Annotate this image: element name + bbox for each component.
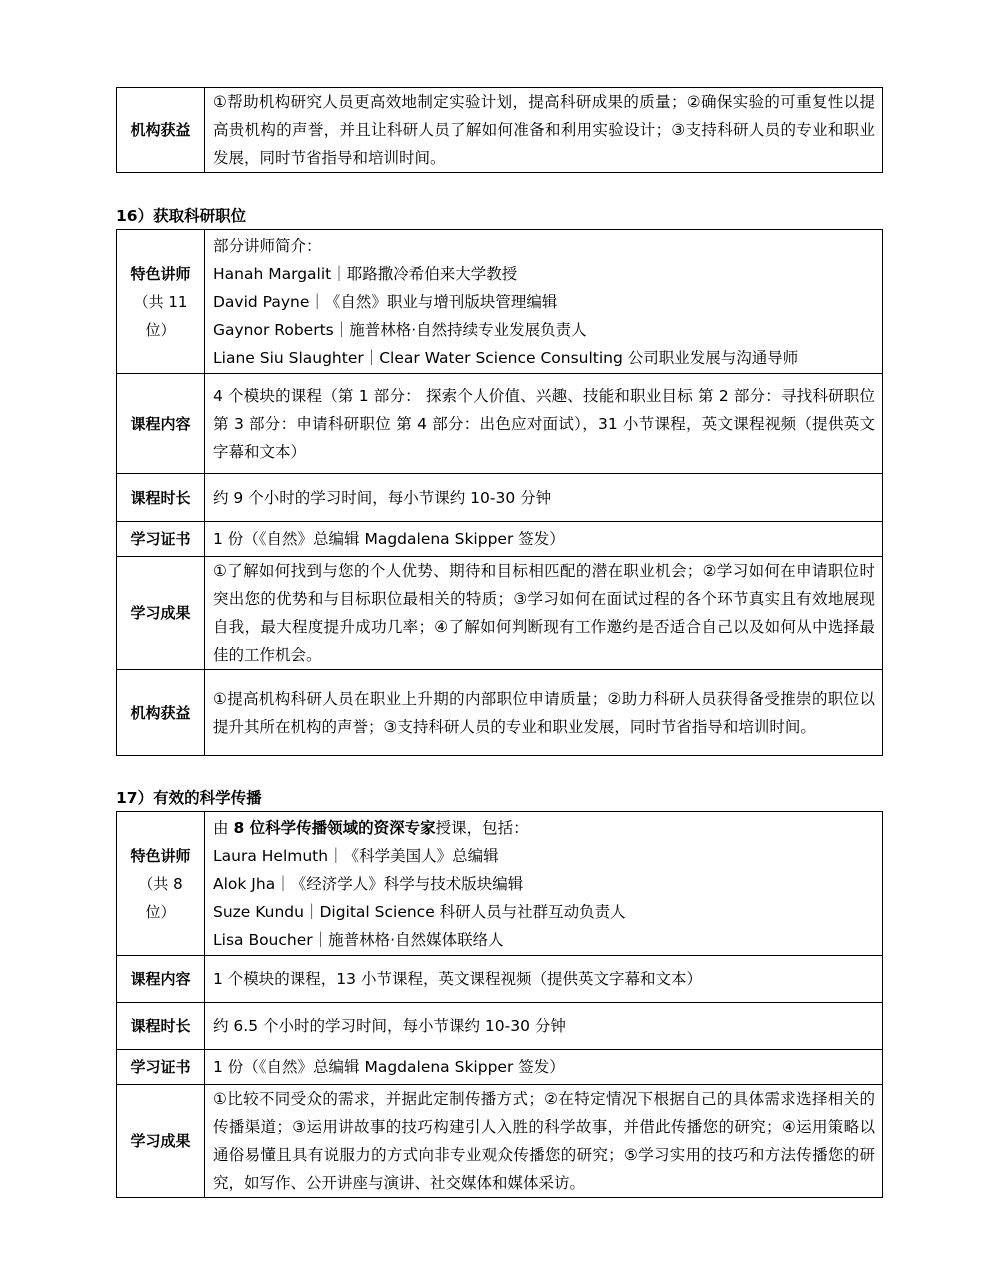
instructor-item: Suze Kundu｜Digital Science 科研人员与社群互动负责人	[213, 902, 626, 921]
row-text-duration: 约 9 个小时的学习时间，每小节课约 10-30 分钟	[205, 474, 883, 522]
row-label-content: 课程内容	[117, 374, 205, 474]
row-label-benefit: 机构获益	[117, 670, 205, 756]
instructor-item: Lisa Boucher｜施普林格·自然媒体联络人	[213, 930, 504, 949]
instructor-item: David Payne｜《自然》职业与增刊版块管理编辑	[213, 292, 558, 311]
row-text-content: 4 个模块的课程（第 1 部分： 探索个人价值、兴趣、技能和职业目标 第 2 部分：寻找科研职位第 3 部分：申请科研职位 第 4 部分：出色应对面试），31 小节课程，英文课程视频（提供英文字幕和文本）	[205, 374, 883, 474]
row-label-content: 课程内容	[117, 956, 205, 1003]
table-row	[117, 956, 883, 1003]
table-row	[117, 557, 883, 670]
row-label-certificate: 学习证书	[117, 1050, 205, 1085]
table-row	[117, 230, 883, 374]
section-17-title: 17）有效的科学传播	[116, 789, 262, 807]
instructor-item: Gaynor Roberts｜施普林格·自然持续专业发展负责人	[213, 320, 587, 339]
instructor-item: Liane Siu Slaughter｜Clear Water Science Consulting 公司职业发展与沟通导师	[213, 348, 799, 367]
table-row	[117, 1085, 883, 1198]
instructor-intro: 部分讲师简介：	[213, 236, 322, 255]
instructor-item: Laura Helmuth｜《科学美国人》总编辑	[213, 846, 499, 865]
table-row	[117, 1003, 883, 1050]
table-row	[117, 522, 883, 557]
row-text-outcomes: ①比较不同受众的需求，并据此定制传播方式；②在特定情况下根据自己的具体需求选择相关的传播渠道；③运用讲故事的技巧构建引人入胜的科学故事，并借此传播您的研究；④运用策略以通俗易懂且具有说服力的方式向非专业观众传播您的研究；⑤学习实用的技巧和方法传播您的研究，如写作、公开讲座与演讲、社交媒体和媒体采访。	[205, 1085, 883, 1198]
row-label-instructors: 特色讲师 （共 11 位）	[117, 230, 205, 374]
table-row	[117, 812, 883, 956]
row-label-certificate: 学习证书	[117, 522, 205, 557]
row-label-duration: 课程时长	[117, 474, 205, 522]
row-label-outcomes: 学习成果	[117, 557, 205, 670]
row-text-benefit: ①提高机构科研人员在职业上升期的内部职位申请质量；②助力科研人员获得备受推崇的职位以提升其所在机构的声誉；③支持科研人员的专业和职业发展，同时节省指导和培训时间。	[205, 670, 883, 756]
row-text-certificate: 1 份（《自然》总编辑 Magdalena Skipper 签发）	[205, 1050, 883, 1085]
row-text-outcomes: ①了解如何找到与您的个人优势、期待和目标相匹配的潜在职业机会；②学习如何在申请职位时突出您的优势和与目标职位最相关的特质；③学习如何在面试过程的各个环节真实且有效地展现自我，最大程度提升成功几率；④了解如何判断现有工作邀约是否适合自己以及如何从中选择最佳的工作机会。	[205, 557, 883, 670]
table-row	[117, 670, 883, 756]
row-label-instructors: 特色讲师 （共 8 位）	[117, 812, 205, 956]
course-table-17	[116, 811, 883, 1198]
row-label-benefit: 机构获益	[117, 88, 205, 173]
instructor-item: Hanah Margalit｜耶路撒冷希伯来大学教授	[213, 264, 518, 283]
table-row	[117, 1050, 883, 1085]
table-row	[117, 374, 883, 474]
section-16-title: 16）获取科研职位	[116, 207, 247, 225]
row-text-certificate: 1 份（《自然》总编辑 Magdalena Skipper 签发）	[205, 522, 883, 557]
table-row	[117, 474, 883, 522]
row-text-benefit: ①帮助机构研究人员更高效地制定实验计划，提高科研成果的质量；②确保实验的可重复性以提高贵机构的声誉，并且让科研人员了解如何准备和利用实验设计；③支持科研人员的专业和职业发展，同时节省指导和培训时间。	[205, 88, 883, 173]
row-label-duration: 课程时长	[117, 1003, 205, 1050]
course-table-16	[116, 229, 883, 756]
table-row	[117, 88, 883, 173]
instructor-intro: 由 8 位科学传播领域的资深专家授课，包括：	[213, 818, 529, 837]
row-text-content: 1 个模块的课程，13 小节课程，英文课程视频（提供英文字幕和文本）	[205, 956, 883, 1003]
course-table-15-tail	[116, 87, 883, 173]
instructor-list	[205, 230, 883, 374]
instructor-item: Alok Jha｜《经济学人》科学与技术版块编辑	[213, 874, 524, 893]
instructor-list	[205, 812, 883, 956]
row-label-outcomes: 学习成果	[117, 1085, 205, 1198]
row-text-duration: 约 6.5 个小时的学习时间，每小节课约 10-30 分钟	[205, 1003, 883, 1050]
